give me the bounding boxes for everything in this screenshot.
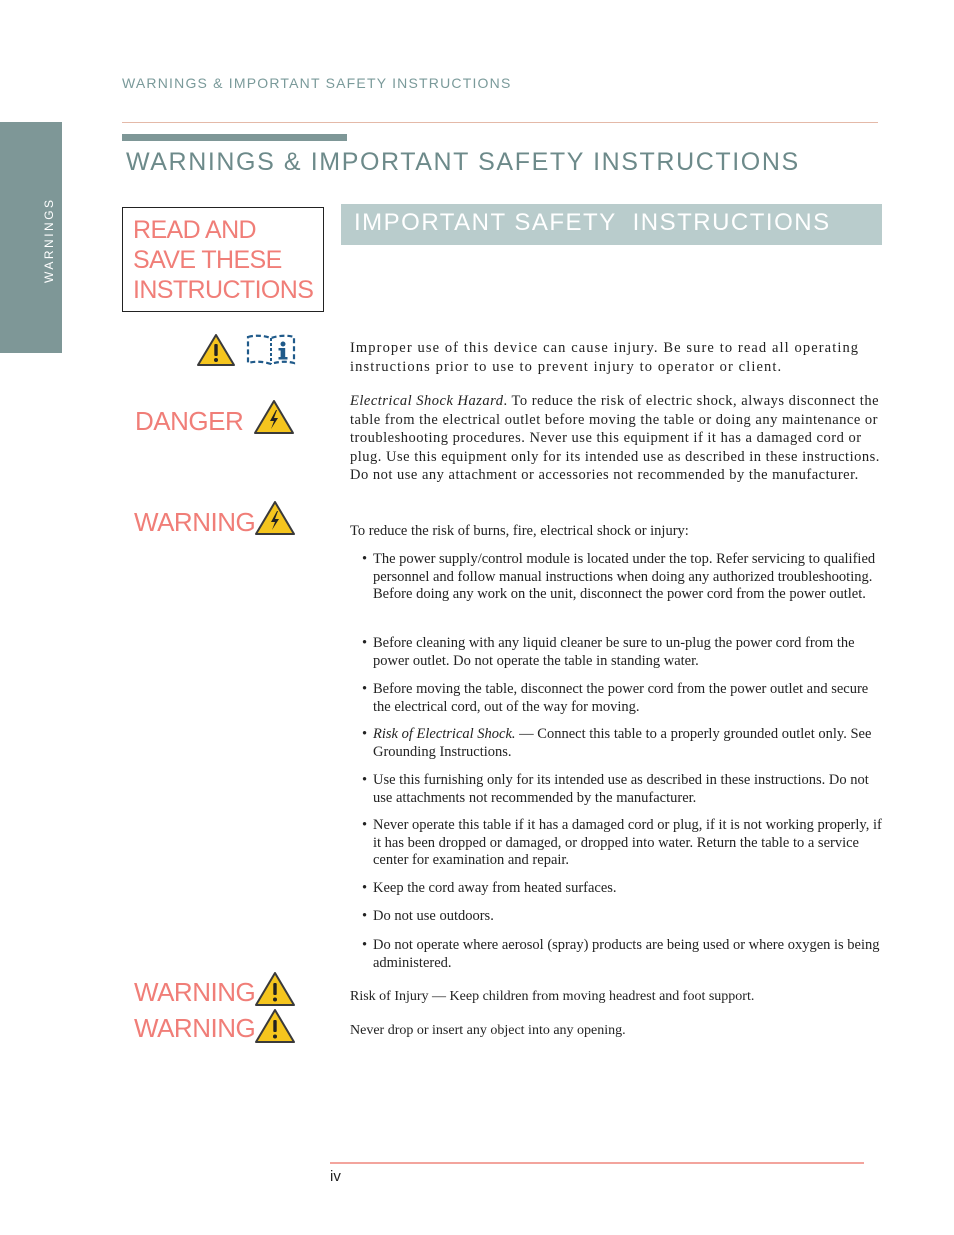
warning-triangle-icon: [254, 1008, 296, 1044]
read-manual-icon: [245, 334, 297, 366]
list-item: [362, 817, 882, 870]
warning-label: WARNING: [134, 977, 256, 1007]
page-number: iv: [330, 1168, 341, 1185]
bullet-marker: •: [362, 880, 368, 896]
bullet-text: Keep the cord away from heated surfaces.: [373, 880, 617, 896]
page-title: WARNINGS & IMPORTANT SAFETY INSTRUCTIONS: [126, 148, 800, 176]
warning-label: WARNING: [134, 1013, 256, 1043]
bullet-marker: •: [362, 551, 368, 567]
footer-rule: [330, 1162, 864, 1164]
bullet-marker: •: [362, 772, 368, 788]
intro-paragraph: [350, 339, 882, 376]
read-box-line: SAVE THESE: [133, 246, 282, 274]
title-accent-bar: [122, 134, 347, 141]
bullet-marker: •: [362, 937, 368, 953]
bullet-text: Do not operate where aerosol (spray) products are being used or where oxygen is being administered.: [373, 937, 880, 971]
section-heading: IMPORTANT SAFETY INSTRUCTIONS: [341, 204, 882, 245]
list-item: [362, 772, 882, 807]
warning-triangle-icon: [254, 971, 296, 1007]
header-rule: [122, 122, 878, 123]
list-item: [362, 551, 882, 604]
bullet-text: Do not use outdoors.: [373, 908, 494, 924]
bullet-text: Use this furnishing only for its intended use as described in these instructions. Do not use attachments not recommended by the manufacturer.: [373, 772, 869, 806]
bullet-text: — Connect this table to a properly grounded outlet only. See Grounding Instructions.: [373, 726, 872, 760]
bullet-label: Risk of Electrical Shock.: [373, 726, 516, 742]
shock-text: . To reduce the risk of electric shock, always disconnect the table from the electrical outlet before moving the table or doing any maintenance or troubleshooting procedures. Never use this equipment if it has a damaged cord or plug. Use this equipment only for its intended use as described in these instructions. Do not use any attachment or accessories not recommended by the manufacturer.: [350, 393, 880, 483]
list-item: [362, 635, 882, 670]
drop-warning-text: Never drop or insert any object into any opening.: [350, 1023, 626, 1038]
bullet-marker: •: [362, 817, 368, 833]
bullet-marker: •: [362, 635, 368, 651]
list-item: [362, 726, 882, 761]
bullet-text: The power supply/control module is located under the top. Refer servicing to qualified personnel and follow manual instructions when doing any authorized troubleshooting. Before doing any work on the unit, disconnect the power cord from the power outlet.: [373, 551, 876, 602]
read-box-line: READ AND: [133, 216, 257, 244]
list-item: [362, 681, 882, 716]
injury-warning-text: Risk of Injury — Keep children from moving headrest and foot support.: [350, 989, 755, 1004]
warning-triangle-icon: [196, 333, 236, 367]
shock-paragraph: [350, 392, 882, 485]
burns-intro-text: To reduce the risk of burns, fire, electrical shock or injury:: [350, 523, 689, 539]
running-header: WARNINGS & IMPORTANT SAFETY INSTRUCTIONS: [122, 75, 512, 91]
electric-shock-icon: [254, 500, 296, 536]
intro-text: Improper use of this device can cause injury. Be sure to read all operating instructions prior to use to prevent injury to operator or client.: [350, 340, 860, 375]
bullet-marker: •: [362, 681, 368, 697]
danger-label: DANGER: [135, 406, 244, 436]
warning-label: WARNING: [134, 507, 256, 537]
bullet-marker: •: [362, 726, 368, 742]
bullet-marker: •: [362, 908, 368, 924]
bullet-text: Never operate this table if it has a damaged cord or plug, if it is not working properly, if it has been dropped or damaged, or dropped into water. Return the table to a service center for examination and repair.: [373, 817, 882, 868]
list-item: [362, 880, 882, 898]
bullet-text: Before cleaning with any liquid cleaner be sure to un-plug the power cord from the power outlet. Do not operate the table in standing water.: [373, 635, 855, 669]
bullet-text: Before moving the table, disconnect the power cord from the power outlet and secure the electrical cord, out of the way for moving.: [373, 681, 869, 715]
side-tab-label: WARNINGS: [42, 197, 56, 283]
electric-shock-icon: [253, 399, 295, 435]
read-and-save-box: [122, 207, 324, 312]
burns-intro: [350, 522, 882, 541]
list-item: [362, 908, 882, 926]
read-box-line: INSTRUCTIONS: [133, 276, 314, 304]
shock-label: Electrical Shock Hazard: [350, 393, 504, 409]
list-item: [362, 937, 882, 972]
